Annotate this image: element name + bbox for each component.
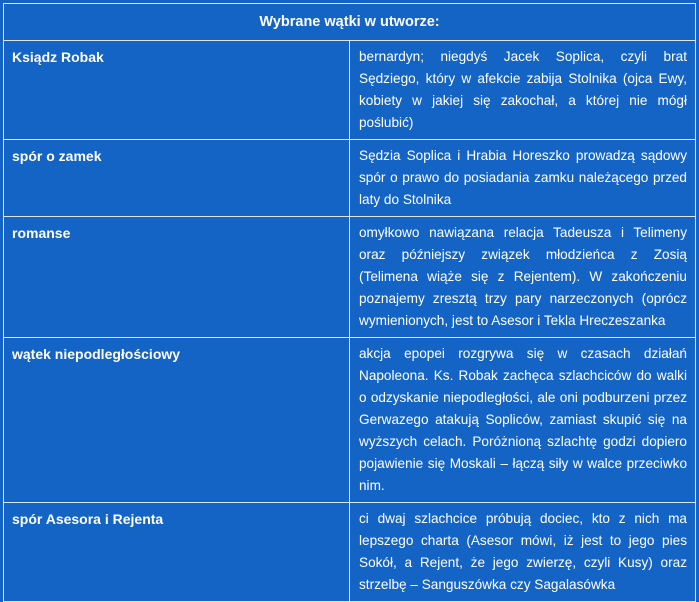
row-value: ci dwaj szlachcice próbują dociec, kto z nich ma lepszego charta (Asesor mówi, iż jest to jego pies Sokół, a Rejent, że jego zwierzę, czyli Kusy) oraz strzelbę – Sanguszówka czy Sagalasówka: [350, 503, 696, 602]
row-value: Sędzia Soplica i Hrabia Horeszko prowadzą sądowy spór o prawo do posiadania zamku należącego przed laty do Stolnika: [350, 140, 696, 217]
table-row: [4, 338, 696, 503]
table-title: Wybrane wątki w utworze:: [4, 4, 696, 41]
table-row: [4, 41, 696, 140]
row-value: akcja epopei rozgrywa się w czasach działań Napoleona. Ks. Robak zachęca szlachciców do walki o odzyskanie niepodległości, ale oni podburzeni przez Gerwazego atakują Sopliców, zamiast skupić się na wyższych celach. Poróżnioną szlachtę godzi dopiero pojawienie się Moskali – łączą siły w walce przeciwko nim.: [350, 338, 696, 503]
row-key: spór o zamek: [4, 140, 350, 217]
row-value: omyłkowo nawiązana relacja Tadeusza i Telimeny oraz późniejszy związek młodzieńca z Zosią (Telimena wiąże się z Rejentem). W zakończeniu poznajemy zresztą trzy pary narzeczonych (oprócz wymienionych, jest to Asesor i Tekla Hreczeszanka: [350, 217, 696, 338]
row-value: bernardyn; niegdyś Jacek Soplica, czyli brat Sędziego, który w afekcie zabija Stolnika (ojca Ewy, kobiety w jakiej się zakochał, a której nie mógł poślubić): [350, 41, 696, 140]
row-key: romanse: [4, 217, 350, 338]
themes-table: [3, 3, 696, 602]
table-row: [4, 503, 696, 602]
table-row: [4, 217, 696, 338]
table-header-row: [4, 4, 696, 41]
row-key: wątek niepodległościowy: [4, 338, 350, 503]
table-row: [4, 140, 696, 217]
row-key: spór Asesora i Rejenta: [4, 503, 350, 602]
row-key: Ksiądz Robak: [4, 41, 350, 140]
